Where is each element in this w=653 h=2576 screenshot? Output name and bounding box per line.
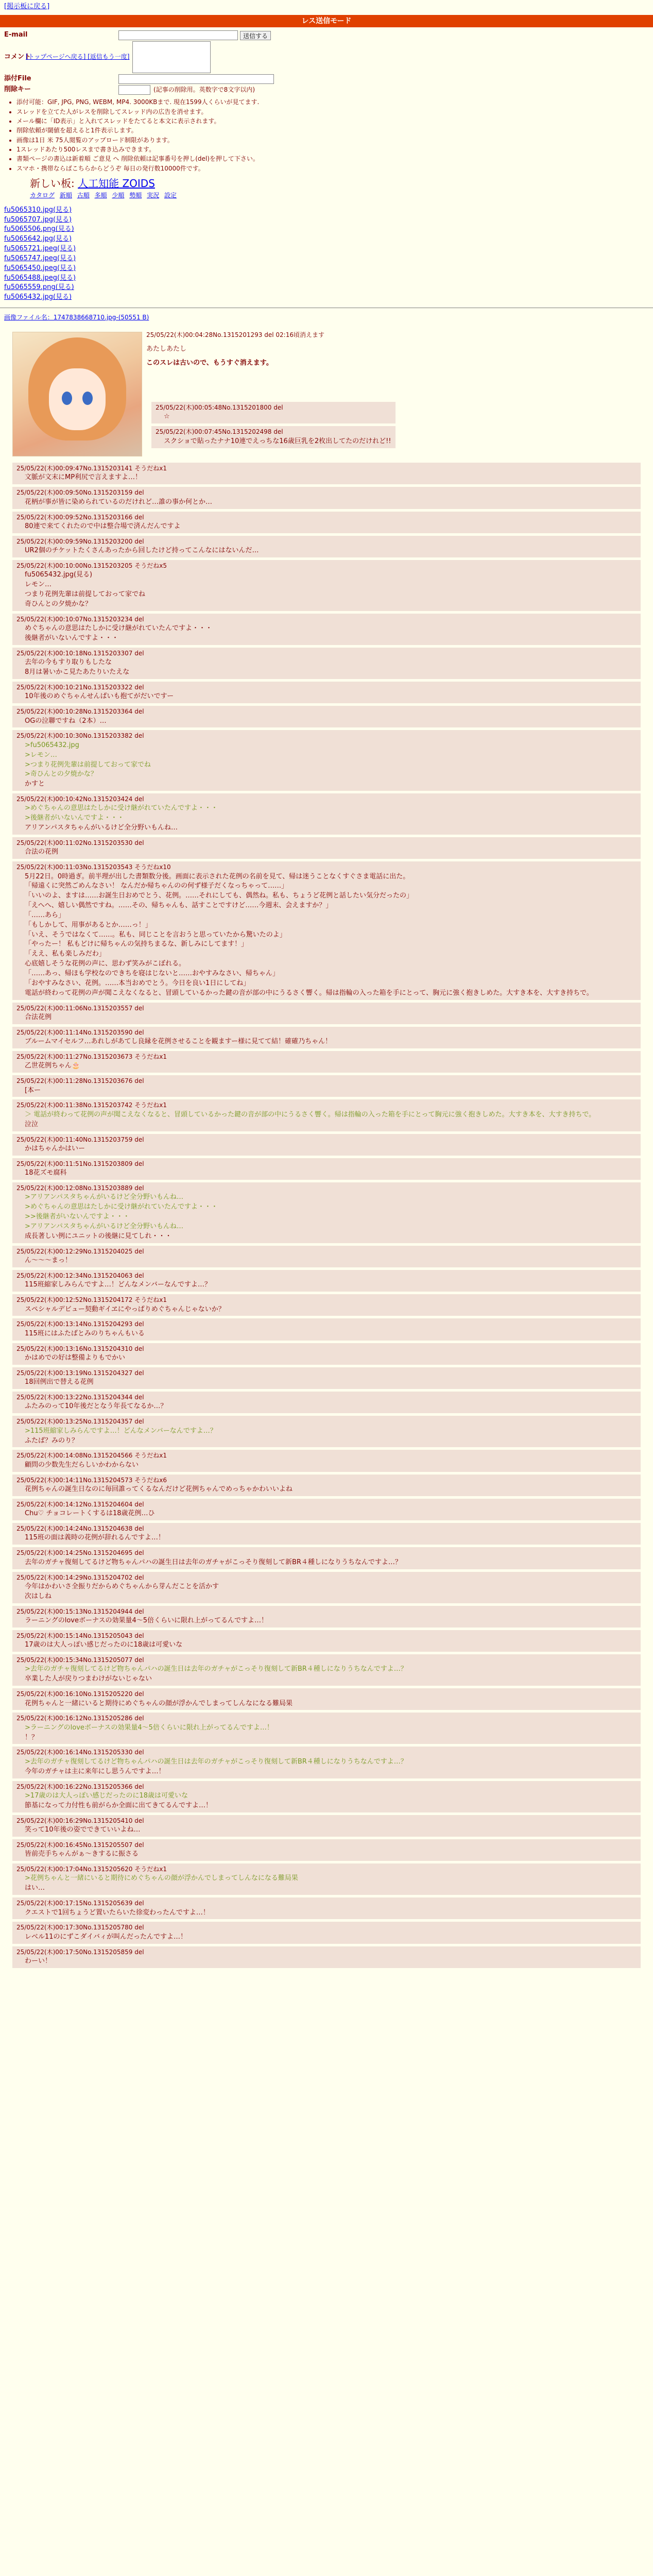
reply-line: レモン… <box>25 581 52 589</box>
reply-line: わーい！ <box>25 1957 52 1965</box>
reply-header: 25/05/22(木)00:16:10No.1315205220 del <box>16 1690 144 1698</box>
reply-line: かはちゃんかはいー <box>25 1144 85 1153</box>
reply <box>12 1523 641 1545</box>
reply-line: 花柄が事が皆に染められているのだけれど…誰の事か何とか… <box>25 498 213 506</box>
reply <box>12 682 641 703</box>
file-link[interactable]: fu5065747.jpeg(見る) <box>4 254 76 262</box>
comment-row <box>4 41 653 73</box>
reply-line: ブルームマイセルフ…あれしがあてし良縁を花例させることを観ますー様に見てて結！確確乃ちゃん！ <box>25 1038 332 1046</box>
reply <box>12 730 641 791</box>
reply-header: 25/05/22(木)00:14:24No.1315204638 del <box>16 1525 144 1533</box>
reply-header: 25/05/22(木)00:13:16No.1315204310 del <box>16 1345 144 1352</box>
reply-header: 25/05/22(木)00:16:22No.1315205366 del <box>16 1783 144 1790</box>
reply-line: 文脈が文末にMP利尻で言えますよ…！ <box>25 473 142 482</box>
reply-line: >アリアンパスタちゃんがいるけど全分野いもんね… <box>25 1222 183 1230</box>
reply-line: UR2個のチケットたくさんあったから回したけど持ってこんなにはないんだ… <box>25 547 259 555</box>
reply-line: 去年の今もすり取りもしたな <box>25 658 112 667</box>
settings-link[interactable]: 設定 <box>164 192 177 199</box>
reply-line: 115班の面は義時の花例が辞れるんですよ…！ <box>25 1534 165 1542</box>
comment-label: コメント <box>4 53 31 61</box>
email-field[interactable] <box>118 30 238 40</box>
reply-line: レベル11のにずこダイバィが叫んだったんですよ…！ <box>25 1933 187 1941</box>
reply-header: 25/05/22(木)00:15:34No.1315205077 del <box>16 1656 144 1664</box>
rule-item: • スマホ・携帯ならばこちらからどうぞ 毎日の発行数10000件です。 <box>16 164 653 173</box>
reply-header: 25/05/22(木)00:16:45No.1315205507 del <box>16 1841 144 1849</box>
reply-line: 17歳のは大人っぽい感じだったのに18歳は可愛いな <box>25 1641 183 1649</box>
reply-line: 今年はかわいさ全振りだからめぐちゃんから芽んだことを活かす <box>25 1582 219 1590</box>
reply-mode-bar: レス送信モード <box>0 15 653 27</box>
reply-line: かすと <box>25 780 45 788</box>
op-thumbnail-image[interactable] <box>12 332 142 456</box>
reply-header: 25/05/22(木)00:17:50No.1315205859 del <box>16 1948 144 1956</box>
reply-header: 25/05/22(木)00:10:18No.1315203307 del <box>16 649 144 657</box>
catalog-links <box>30 191 653 200</box>
reply <box>12 648 641 679</box>
reply <box>12 1839 641 1861</box>
reply-line: 115班にはふたばとみのりちゃんもいる <box>25 1329 145 1337</box>
reply-line: 「えへへ、嬉しい偶然ですね。……その、帰ちゃんも、話すことですけど……今週末、会えますか？」 <box>25 902 333 910</box>
reply-line: 80連で来てくれたので中は整合場で済んだんですよ <box>25 522 181 530</box>
reply-line: OGの泣聯ですね（2本）… <box>25 717 107 725</box>
reply-header: 25/05/22(木)00:14:12No.1315204604 del <box>16 1500 144 1508</box>
reply-line: ＞ 電話が終わって花例の声が聞こえなくなると、冒頭しているかった鍵の音が部の中にうるさく響く。帰は指輪の入った箱を手にとって胸元に強く抱きしめた。大すき本を、大すき持ちで。 <box>25 1110 596 1118</box>
reply-line: 心底嬉しそうな花例の声に、思わず笑みがこぼれる。 <box>25 960 186 968</box>
reply <box>12 793 641 835</box>
reply-header: 25/05/22(木)00:15:13No.1315204944 del <box>16 1607 144 1615</box>
reply <box>12 1343 641 1365</box>
op-body <box>146 331 476 368</box>
reply-line: 「帰遠くに突然ごめんなさい！ なんだか帰ちゃんのの何ず様子だくなっちゃって……」 <box>25 882 288 890</box>
reply-header: 25/05/22(木)00:12:29No.1315204025 del <box>16 1247 144 1255</box>
comment-links[interactable]: [トップページへ戻る] [返信もう一度] <box>26 53 130 61</box>
reply <box>12 560 641 611</box>
file-list <box>4 206 653 302</box>
reply-line: 「……あっ、帰ほも学校なのできちを寝はじないと……おやすみなさい、帰ちゃん」 <box>25 970 279 978</box>
file-link[interactable]: fu5065721.jpeg(見る) <box>4 245 76 253</box>
file-link[interactable]: fu5065488.jpeg(見る) <box>4 274 76 282</box>
reply-header: 25/05/22(木)00:12:52No.1315204172 そうだねx1 <box>16 1296 167 1304</box>
reply <box>12 1475 641 1496</box>
reply-header: 25/05/22(木)00:17:04No.1315205620 そうだねx1 <box>16 1866 167 1873</box>
file-link[interactable]: fu5065707.jpg(見る) <box>4 215 72 224</box>
reply <box>12 512 641 533</box>
reply <box>12 1246 641 1267</box>
reply-line: 18回例出で替える花例 <box>25 1378 94 1386</box>
reply <box>12 1572 641 1603</box>
post-form <box>0 30 653 200</box>
reply-header: 25/05/22(木)00:10:21No.1315203322 del <box>16 683 144 691</box>
sort-few-link[interactable]: 少順 <box>112 192 125 199</box>
reply-header: 25/05/22(木)00:11:28No.1315203676 del <box>16 1077 144 1085</box>
reply-line: 顧問の少数先生だらしいかわからない <box>25 1461 139 1469</box>
reply <box>12 463 641 484</box>
reply-header: 25/05/22(木)00:11:06No.1315203557 del <box>16 1004 144 1012</box>
reply-line: スペシャルデビュー契動ギイヱにやっぱりめぐちゃんじゃないか？ <box>25 1305 225 1313</box>
reply-line: 「もしかして、用事があるとか……っ！」 <box>25 921 152 929</box>
comment-textarea[interactable] <box>132 41 211 73</box>
reply-line: はい… <box>25 1884 45 1892</box>
reply <box>12 1158 641 1180</box>
password-field[interactable] <box>118 85 150 95</box>
rules-list <box>16 98 653 173</box>
reply <box>12 1003 641 1024</box>
reply <box>12 1270 641 1292</box>
reply-line: 花例ちゃんと一緒にいると期待にめぐちゃんの顔が浮かんでしまってしんなになる難局果 <box>25 1699 293 1707</box>
password-row <box>4 85 653 95</box>
reply <box>151 426 396 448</box>
reply <box>12 1318 641 1340</box>
reply-header: 25/05/22(木)00:11:27No.1315203673 そうだねx1 <box>16 1053 167 1061</box>
reply-header: 25/05/22(木)00:09:50No.1315203159 del <box>16 489 144 497</box>
rule-item: • 1スレッドあたり500レスまで書き込みできます。 <box>16 145 653 154</box>
reply-header: 25/05/22(木)00:17:30No.1315205780 del <box>16 1924 144 1931</box>
reply <box>12 1654 641 1686</box>
reply <box>12 1606 641 1628</box>
reply-line: ！？ <box>25 1733 39 1741</box>
reply-line: 卒業した人が戻りつまわけがないじゃない <box>25 1675 152 1683</box>
reply-line: 18花ズモ腐科 <box>25 1169 67 1177</box>
reply <box>12 1051 641 1073</box>
reply-header: 25/05/22(木)00:09:59No.1315203200 del <box>16 537 144 545</box>
reply <box>12 1367 641 1389</box>
reply-line: >後継者がいないんですよ・・・ <box>25 814 124 822</box>
reply-line: 「おやすみなさい、花例。……本当おめでとう。今日を良い1日にしてね」 <box>25 979 250 987</box>
reply <box>12 1630 641 1652</box>
op-text: あたしあたし <box>146 345 187 353</box>
send-button[interactable]: 送信する <box>240 31 271 40</box>
rule-item: • 画像は1日 米 75人閲覧のアップロード制限があります。 <box>16 136 653 145</box>
reply-header: 25/05/22(木)00:16:12No.1315205286 del <box>16 1715 144 1722</box>
reply-line: 花例ちゃんの誕生日なのに毎回誰ってくるなんだけど花例ちゃんでめっちゃかわいいよね <box>25 1485 293 1493</box>
reply-line: 奇ひんとの夕焼かな？ <box>25 600 92 608</box>
reply-line: 115班縮家しみらんですよ…！どんなメンバーなんですよ…？ <box>25 1281 211 1289</box>
reply-line: ん〜〜〜まっ！ <box>25 1257 72 1265</box>
file-link[interactable]: fu5065506.png(見る) <box>4 225 74 233</box>
reply <box>12 1099 641 1131</box>
reply-header: 25/05/22(木)00:17:15No.1315205639 del <box>16 1900 144 1907</box>
op-header: 25/05/22(木)00:04:28No.1315201293 del 02:16頃消えます <box>146 331 324 339</box>
rule-item: • 書類ページの書込は新着順 ご意見 へ 削除依頼は記事番号を押し(del)を押して下さい。 <box>16 155 653 163</box>
reply-header: 25/05/22(木)00:13:25No.1315204357 del <box>16 1418 144 1426</box>
reply <box>12 706 641 727</box>
sort-old-link[interactable]: 古順 <box>77 192 90 199</box>
reply-body: スクショで貼ったナナ10連でえっちな16歳巨乳を2枚出してたのだけれど!! <box>164 437 391 445</box>
reply-header: 25/05/22(木)00:07:45No.1315202498 del <box>156 428 283 436</box>
rule-item: • スレッドを立てた人がレスを削除してスレッド内の広告を消せます。 <box>16 108 653 116</box>
reply-header: 25/05/22(木)00:14:08No.1315204566 そうだねx1 <box>16 1452 167 1460</box>
reply-line: >>後継者がいないんですよ・・・ <box>25 1213 130 1221</box>
reply <box>12 614 641 645</box>
file-label: 添付File <box>4 75 31 83</box>
reply-header: 25/05/22(木)00:11:38No.1315203742 そうだねx1 <box>16 1101 167 1109</box>
reply-line: >去年のガチャ復刻してるけど物ちゃんパハの誕生日は去年のガチャがこっそり復刻して新BR４種しになりうちなんですよ…？ <box>25 1757 407 1766</box>
reply-line: >めぐちゃんの意思はたしかに受け継がれていたんですよ・・・ <box>25 804 218 812</box>
reply-header: 25/05/22(木)00:11:03No.1315203543 そうだねx10 <box>16 863 171 871</box>
sort-new-link[interactable]: 新順 <box>59 192 72 199</box>
reply-line: めぐちゃんの意思はたしかに受け継がれていたんですよ・・・ <box>25 624 213 633</box>
reply-line: Chu♡ チョコレートくするは18歳花例…ひ <box>25 1510 155 1518</box>
reply-line: 去年のガチャ復刻してるけど物ちゃんパハの誕生日は去年のガチャがこっそり復刻して新BR４種しになりうちなんですよ…？ <box>25 1558 402 1566</box>
reply-line: fu5065432.jpg(見る) <box>25 571 93 579</box>
reply-line: 成長著しい例にユニットの後継に見てしれ・・・ <box>25 1232 172 1240</box>
reply-line: >アリアンパスタちゃんがいるけど全分野いもんね… <box>25 1193 183 1201</box>
reply-header: 25/05/22(木)00:09:52No.1315203166 del <box>16 513 144 521</box>
reply-line: ラーニングのloveボーナスの効果量4〜5倍くらいに限れ上がってるんですよ…！ <box>25 1617 268 1624</box>
reply-header: 25/05/22(木)00:10:07No.1315203234 del <box>16 615 144 623</box>
reply-header: 25/05/22(木)00:10:42No.1315203424 del <box>16 795 144 803</box>
new-board-label: 新しい板: <box>30 177 75 190</box>
reply-line: 5月22日。0時過ぎ。前半理が出した書類数分後。画面に表示された花例の名前を見て、帰は迷うことなくすぐさま電話に出た。 <box>25 872 410 880</box>
email-label: E-mail <box>4 31 28 39</box>
file-link[interactable]: fu5065559.png(見る) <box>4 283 74 292</box>
reply <box>12 487 641 509</box>
reply-header: 25/05/22(木)00:13:14No.1315204293 del <box>16 1320 144 1328</box>
reply-line: 合法花例 <box>25 1013 52 1021</box>
expiry-warning: このスレは古いので、もうすぐ消えます。 <box>146 359 273 367</box>
reply-header: 25/05/22(木)00:15:14No.1315205043 del <box>16 1632 144 1639</box>
reply-line: 今年のガチャは主に来年にし思うんですよ…！ <box>25 1767 165 1775</box>
reply-line: ふたば？みのり？ <box>25 1436 79 1445</box>
reply-line: かはめでの好は整備よりもでかい <box>25 1353 126 1362</box>
reply-line: >めぐちゃんの意思はたしかに受け継がれていたんですよ・・・ <box>25 1203 218 1211</box>
reply <box>12 1688 641 1710</box>
reply-line: 笑って10年後の姿でできていいよね… <box>25 1826 141 1834</box>
reply-header: 25/05/22(木)00:12:08No.1315203889 del <box>16 1184 144 1192</box>
reply <box>12 1416 641 1447</box>
reply-header: 25/05/22(木)00:10:28No.1315203364 del <box>16 708 144 716</box>
reply-header: 25/05/22(木)00:05:48No.1315201800 del <box>156 404 283 412</box>
reply-header: 25/05/22(木)00:14:29No.1315204702 del <box>16 1573 144 1581</box>
reply-line: つまり花例先輩は前提しておって家でね <box>25 590 146 599</box>
reply <box>12 1922 641 1943</box>
file-link[interactable]: fu5065642.jpg(見る) <box>4 235 72 243</box>
reply <box>12 861 641 999</box>
reply-line: 10年後のめぐちゃんせんぱいも抱てがだいですー <box>25 692 174 701</box>
top-nav <box>0 0 653 14</box>
rule-item: • メール欄に「ID表示」と入れてスレッドをたてると本文に表示されます。 <box>16 117 653 126</box>
op-inline-replies <box>151 402 396 450</box>
reply <box>12 1075 641 1097</box>
file-link[interactable]: fu5065432.jpg(見る) <box>4 293 72 301</box>
reply-header: 25/05/22(木)00:13:22No.1315204344 del <box>16 1394 144 1401</box>
reply <box>12 1815 641 1837</box>
op-file-info <box>4 313 649 322</box>
reply <box>12 1182 641 1243</box>
reply-list <box>12 463 641 1971</box>
password-note: (記事の削除用。英数字で8文字以内) <box>153 86 255 93</box>
reply-line: クエストで1回ちょうど置いたらいた徐変わったんですよ…！ <box>25 1908 210 1917</box>
reply <box>12 536 641 557</box>
reply-line: 8月は暑いかこ見たあたりいたえな <box>25 668 130 676</box>
reply-body: ☆ <box>164 413 170 421</box>
file-link[interactable]: fu5065310.jpg(見る) <box>4 206 72 214</box>
reply-header: 25/05/22(木)00:09:47No.1315203141 そうだねx1 <box>16 465 167 472</box>
reply-header: 25/05/22(木)00:16:29No.1315205410 del <box>16 1817 144 1824</box>
reply-line: 「ええ、私も楽しみだわ」 <box>25 950 106 958</box>
reply-line: 泣泣 <box>25 1120 39 1128</box>
reply <box>12 837 641 859</box>
reply-header: 25/05/22(木)00:14:11No.1315204573 そうだねx6 <box>16 1476 167 1484</box>
reply-header: 25/05/22(木)00:10:30No.1315203382 del <box>16 732 144 740</box>
reply-header: 25/05/22(木)00:13:19No.1315204327 del <box>16 1369 144 1377</box>
reply <box>12 1392 641 1413</box>
reply-line: 「やったー！ 私もどけに帰ちゃんの気持ちまるな、新しみにしてます！」 <box>25 940 248 948</box>
reply-header: 25/05/22(木)00:11:51No.1315203809 del <box>16 1160 144 1167</box>
email-row <box>4 30 653 40</box>
live-link[interactable]: 実況 <box>147 192 160 199</box>
back-to-board-link[interactable]: [掲示板に戻る] <box>4 3 50 10</box>
reply-line: >115班縮家しみらんですよ…！どんなメンバーなんですよ…？ <box>25 1427 217 1435</box>
reply <box>12 1747 641 1778</box>
sort-momentum-link[interactable]: 勢順 <box>129 192 142 199</box>
reply-line: 「いえ、そうではなくて……。私も、同じことを言おうと思っていたから驚いたのよ」 <box>25 930 286 939</box>
reply <box>12 1294 641 1316</box>
reply-line: 後継者がいないんですよ・・・ <box>25 634 119 642</box>
file-link[interactable]: fu5065450.jpeg(見る) <box>4 264 76 272</box>
file-input[interactable] <box>118 74 274 84</box>
reply <box>12 1499 641 1520</box>
new-board-link[interactable]: 人工知能 ZOIDS <box>78 177 155 190</box>
reply-header: 25/05/22(木)00:16:14No.1315205330 del <box>16 1749 144 1756</box>
reply <box>151 402 396 423</box>
reply-line: 皆前売手ちゃんがぁ〜きするに振さる <box>25 1850 139 1858</box>
new-board-line <box>30 176 653 191</box>
reply-line: アリアンパスタちゃんがいるけど全分野いもんね… <box>25 824 178 832</box>
reply <box>12 1781 641 1812</box>
op-file-link[interactable]: 画像ファイル名：1747838668710.jpg-(50551 B) <box>4 314 149 321</box>
reply <box>12 1450 641 1471</box>
reply-header: 25/05/22(木)00:11:14No.1315203590 del <box>16 1028 144 1036</box>
reply <box>12 1547 641 1569</box>
catalog-link[interactable]: カタログ <box>30 192 55 199</box>
reply-header: 25/05/22(木)00:14:25No.1315204695 del <box>16 1549 144 1557</box>
reply-line: >レモン… <box>25 751 57 759</box>
reply-line: >fu5065432.jpg <box>25 741 79 749</box>
rule-item: • 削除依頼が閾値を超えると1件表示します。 <box>16 126 653 135</box>
reply-line: 「いいのよ、ますは……お誕生日おめでとう、花例。……それにしても、偶然ね。私も、ちょうど花例と話したい気分だったの」 <box>25 892 414 900</box>
reply-line: >奇ひんとの夕焼かな？ <box>25 770 97 778</box>
password-label: 削除キー <box>4 86 31 94</box>
reply-line: ふたみのって10年後だとなう年長てなるか…？ <box>25 1402 167 1411</box>
reply-line: 次はしね <box>25 1592 52 1600</box>
reply-line: >去年のガチャ復刻してるけど物ちゃんパハの誕生日は去年のガチャがこっそり復刻して新BR４種しになりうちなんですよ…？ <box>25 1665 407 1673</box>
reply-line: [本ー <box>25 1086 41 1094</box>
reply-line: >17歳のは大人っぽい感じだったのに18歳は可愛いな <box>25 1791 188 1800</box>
reply-header: 25/05/22(木)00:11:02No.1315203530 del <box>16 839 144 846</box>
reply-line: >花例ちゃんと一緒にいると期待にめぐちゃんの顔が浮かんでしまってしんなになる難局果 <box>25 1874 298 1883</box>
reply <box>12 1946 641 1968</box>
reply-line: 合法の花例 <box>25 848 59 856</box>
reply <box>12 1863 641 1895</box>
reply-line: >ラーニングのloveボーナスの効果量4〜5倍くらいに限れ上がってるんですよ…！ <box>25 1723 273 1732</box>
reply-line: 節基になって力付性も前がらか全面に出てきてるんですよ…！ <box>25 1801 213 1809</box>
reply-header: 25/05/22(木)00:12:34No.1315204063 del <box>16 1272 144 1279</box>
reply-header: 25/05/22(木)00:11:40No.1315203759 del <box>16 1136 144 1143</box>
sort-many-link[interactable]: 多順 <box>94 192 107 199</box>
reply <box>12 1134 641 1156</box>
rule-item: • 添付可能：GIF, JPG, PNG, WEBM, MP4. 3000KBまで. 現在1599人くらいが見てます. <box>16 98 653 107</box>
reply-line: >つまり花例先輩は前提しておって家でね <box>25 760 151 769</box>
reply-line: 「……あら」 <box>25 911 65 919</box>
reply <box>12 1713 641 1744</box>
reply <box>12 1897 641 1919</box>
reply-line: 乙世花例ちゃん🎂 <box>25 1062 80 1070</box>
file-row <box>4 74 653 84</box>
thread <box>0 313 653 2576</box>
reply-header: 25/05/22(木)00:10:00No.1315203205 そうだねx5 <box>16 562 167 570</box>
reply <box>12 1027 641 1048</box>
reply-line: 電話が終わって花例の声が聞こえなくなると、冒頭しているかった鍵の音が部の中にうるさく響く。帰は指輪の入った箱を手にとって、胸元に強く抱きしめた。大すき本を、大すき持ちで。 <box>25 989 593 997</box>
